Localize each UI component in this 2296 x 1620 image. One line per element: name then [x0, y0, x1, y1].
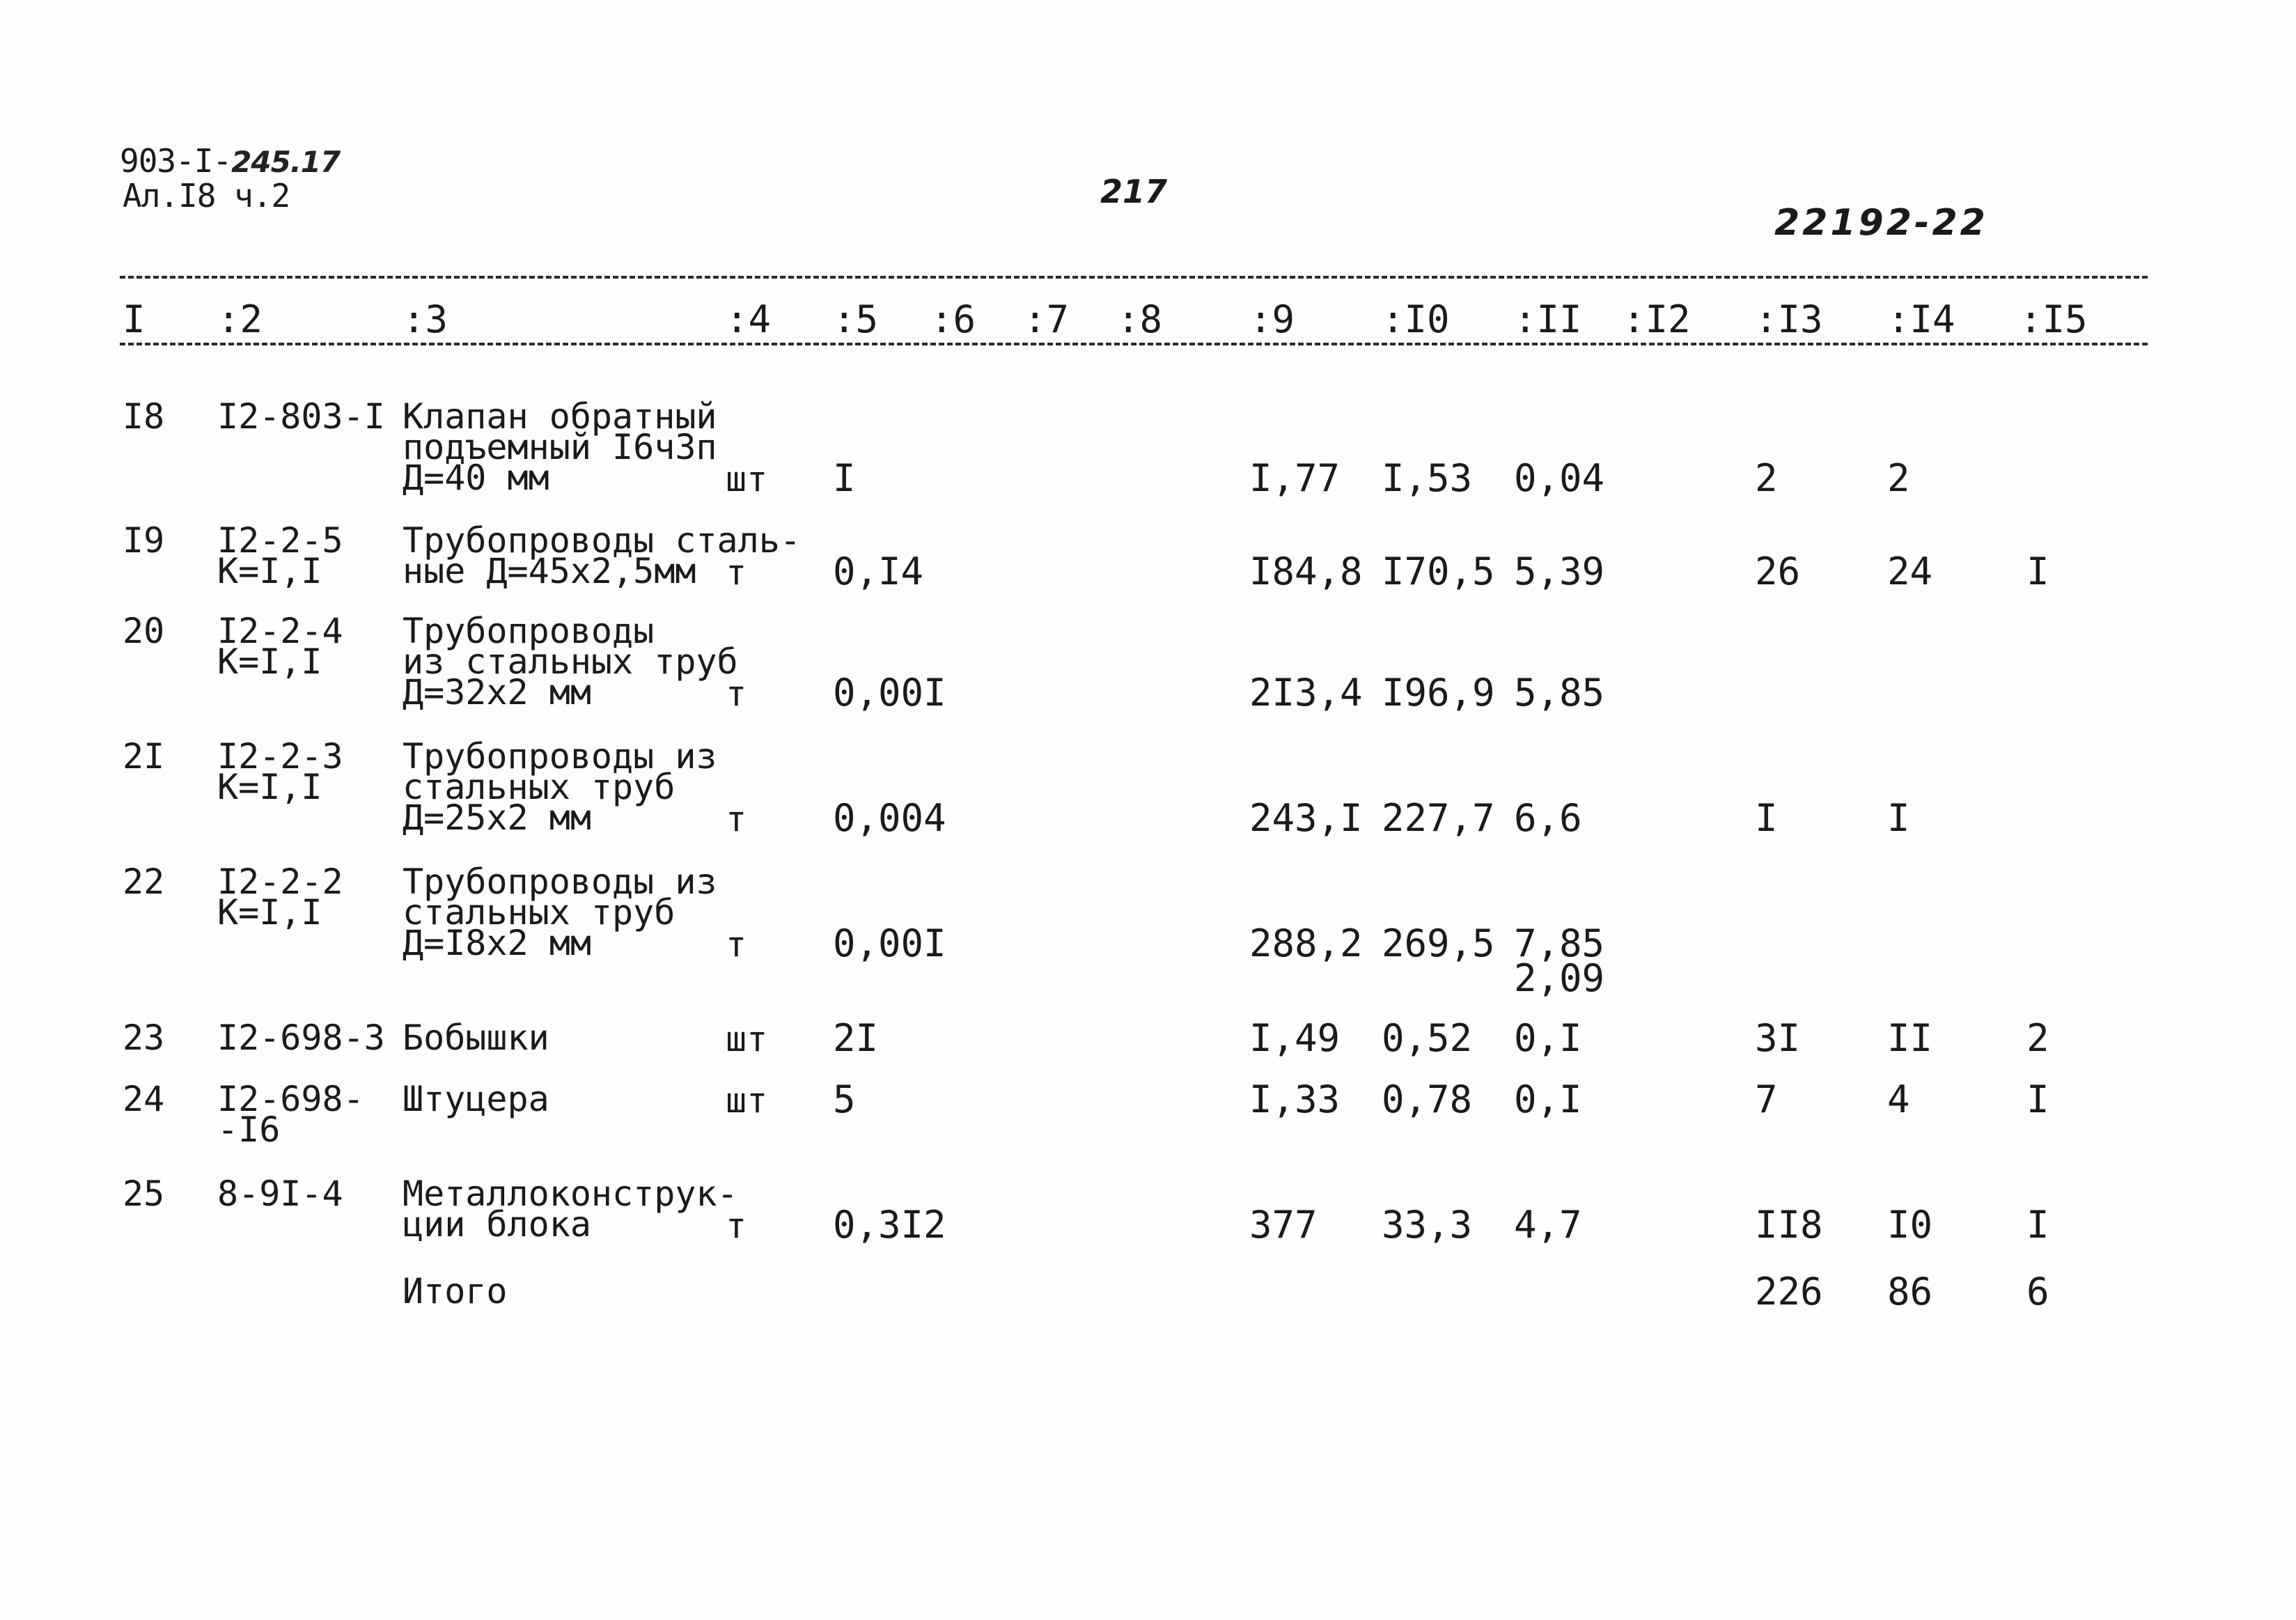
- album-label: Ал.I8 ч.2: [123, 177, 290, 215]
- document-code-printed: 903-I-: [120, 142, 232, 180]
- row-number: 2I: [123, 736, 165, 777]
- total-label: Итого: [403, 1271, 508, 1311]
- row-col-13: 3I: [1755, 1016, 1801, 1060]
- column-header-11: :II: [1514, 297, 1582, 341]
- row-norm-code: I2-2-3 К=I,I: [217, 736, 343, 807]
- row-col-10: 0,52: [1382, 1016, 1473, 1060]
- row-unit: т: [726, 799, 747, 839]
- row-col-13: II8: [1755, 1203, 1823, 1247]
- total-col-15: 6: [2026, 1270, 2049, 1314]
- row-number: 24: [123, 1079, 165, 1119]
- row-col-14: I: [1887, 796, 1910, 840]
- row-unit: шт: [726, 1019, 768, 1059]
- row-quantity: 0,3I2: [833, 1203, 946, 1247]
- row-quantity: 2I: [833, 1016, 879, 1060]
- row-col-14: 4: [1887, 1077, 1910, 1121]
- row-norm-code: I2-803-I: [217, 396, 385, 437]
- row-col-14: II: [1887, 1016, 1933, 1060]
- row-col-13: 2: [1755, 456, 1778, 500]
- column-header-4: :4: [726, 297, 772, 341]
- document-code-handwritten: 245.17: [231, 145, 341, 179]
- row-quantity: I: [833, 456, 856, 500]
- row-col-13: I: [1755, 796, 1778, 840]
- row-col-10: 0,78: [1382, 1077, 1473, 1121]
- row-norm-code: I2-2-4 К=I,I: [217, 611, 343, 682]
- row-item-name: Металлоконструк- ции блока: [403, 1174, 738, 1245]
- document-code: [120, 142, 341, 180]
- row-col-9: 243,I: [1249, 796, 1363, 840]
- row-col-11: 6,6: [1514, 796, 1582, 840]
- row-item-name: Трубопроводы из стальных труб Д=25х2 мм: [403, 736, 717, 838]
- row-number: I8: [123, 396, 165, 437]
- row-quantity: 0,00I: [833, 671, 946, 715]
- page-number-handwritten: 217: [1100, 173, 1168, 210]
- row-col-10: 227,7: [1382, 796, 1495, 840]
- row-col-15: I: [2026, 1203, 2049, 1247]
- column-header-6: :6: [930, 297, 976, 341]
- row-col-11: 7,85 2,09: [1514, 921, 1605, 1000]
- row-number: 22: [123, 862, 165, 902]
- row-unit: шт: [726, 1080, 768, 1121]
- row-number: 20: [123, 611, 165, 651]
- column-header-15: :I5: [2020, 297, 2088, 341]
- row-quantity: 5: [833, 1077, 856, 1121]
- row-col-14: 24: [1887, 550, 1933, 593]
- row-col-9: 2I3,4: [1249, 671, 1363, 715]
- row-col-11: 0,I: [1514, 1016, 1582, 1060]
- column-header-12: :I2: [1623, 297, 1691, 341]
- row-col-9: I84,8: [1249, 550, 1363, 593]
- row-col-11: 0,04: [1514, 456, 1605, 500]
- row-quantity: 0,00I: [833, 921, 946, 965]
- row-unit: шт: [726, 459, 768, 499]
- column-header-2: :2: [217, 297, 263, 341]
- column-header-13: :I3: [1755, 297, 1823, 341]
- row-item-name: Бобышки: [403, 1018, 549, 1058]
- column-header-1: I: [123, 297, 146, 341]
- row-col-9: 377: [1249, 1203, 1318, 1247]
- row-unit: т: [726, 673, 747, 714]
- total-col-13: 226: [1755, 1270, 1823, 1314]
- row-unit: т: [726, 552, 747, 593]
- column-header-9: :9: [1249, 297, 1295, 341]
- row-col-13: 7: [1755, 1077, 1778, 1121]
- row-unit: т: [726, 1206, 747, 1246]
- row-col-10: I96,9: [1382, 671, 1495, 715]
- row-col-9: I,33: [1249, 1077, 1341, 1121]
- row-col-10: 269,5: [1382, 921, 1495, 965]
- row-col-15: I: [2026, 550, 2049, 593]
- row-col-9: I,49: [1249, 1016, 1341, 1060]
- column-header-8: :8: [1117, 297, 1163, 341]
- row-col-14: 2: [1887, 456, 1910, 500]
- column-header-7: :7: [1024, 297, 1070, 341]
- row-col-15: 2: [2026, 1016, 2049, 1060]
- row-number: I9: [123, 520, 165, 561]
- row-col-10: I70,5: [1382, 550, 1495, 593]
- header-bottom-rule: [120, 343, 2148, 345]
- row-norm-code: I2-698-3: [217, 1018, 385, 1058]
- row-col-14: I0: [1887, 1203, 1933, 1247]
- row-col-11: 5,39: [1514, 550, 1605, 593]
- row-col-11: 4,7: [1514, 1203, 1582, 1247]
- row-col-10: I,53: [1382, 456, 1473, 500]
- row-col-13: 26: [1755, 550, 1801, 593]
- column-header-10: :I0: [1382, 297, 1450, 341]
- row-norm-code: I2-698- -I6: [217, 1079, 364, 1150]
- table-top-rule: [120, 276, 2148, 279]
- row-unit: т: [726, 924, 747, 965]
- row-col-9: 288,2: [1249, 921, 1363, 965]
- row-norm-code: I2-2-5 К=I,I: [217, 520, 343, 591]
- row-item-name: Трубопроводы сталь- ные Д=45х2,5мм: [403, 520, 801, 591]
- column-header-5: :5: [833, 297, 879, 341]
- row-item-name: Трубопроводы из стальных труб Д=I8х2 мм: [403, 862, 717, 963]
- row-col-15: I: [2026, 1077, 2049, 1121]
- row-item-name: Трубопроводы из стальных труб Д=32х2 мм: [403, 611, 738, 712]
- row-norm-code: I2-2-2 К=I,I: [217, 862, 343, 933]
- row-quantity: 0,I4: [833, 550, 924, 593]
- row-quantity: 0,004: [833, 796, 946, 840]
- row-col-11: 0,I: [1514, 1077, 1582, 1121]
- row-number: 25: [123, 1174, 165, 1214]
- row-number: 23: [123, 1018, 165, 1058]
- row-col-9: I,77: [1249, 456, 1341, 500]
- reference-number-handwritten: 22192-22: [1774, 202, 1988, 244]
- row-norm-code: 8-9I-4: [217, 1174, 343, 1214]
- total-col-14: 86: [1887, 1270, 1933, 1314]
- row-col-10: 33,3: [1382, 1203, 1473, 1247]
- row-col-11: 5,85: [1514, 671, 1605, 715]
- row-item-name: Штуцера: [403, 1079, 549, 1119]
- column-header-14: :I4: [1887, 297, 1955, 341]
- row-item-name: Клапан обратный подъемный I6ч3п Д=40 мм: [403, 396, 717, 498]
- column-header-3: :3: [403, 297, 448, 341]
